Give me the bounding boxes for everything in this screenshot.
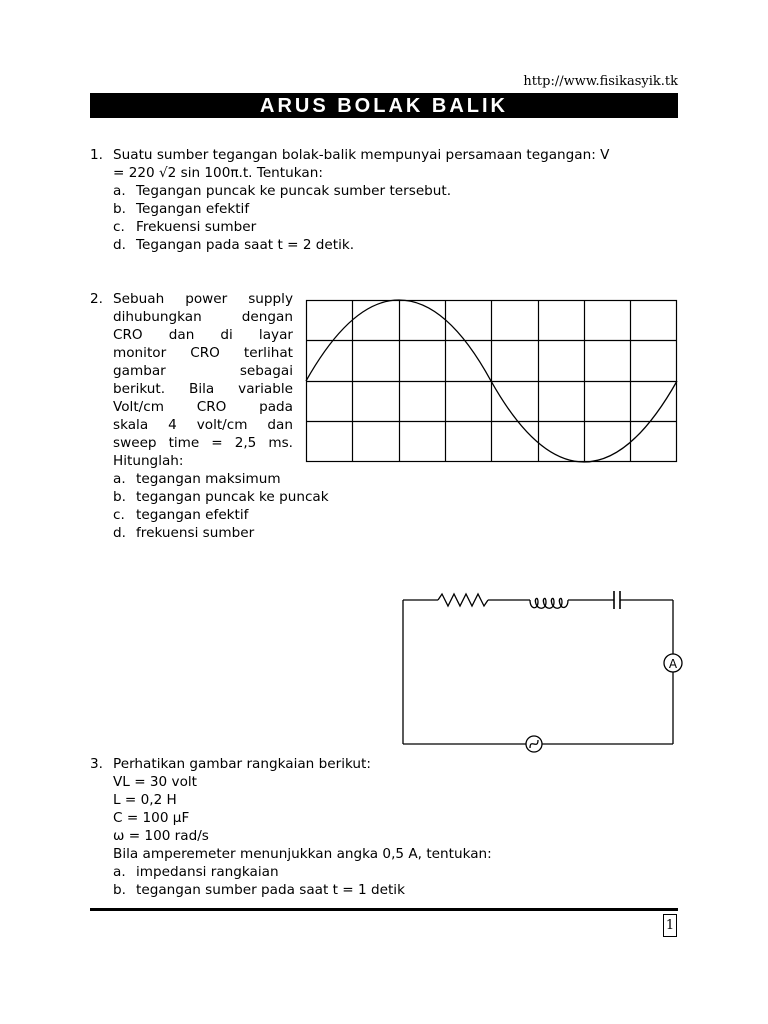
inductor-symbol: [530, 598, 568, 608]
ammeter-label: A: [668, 657, 678, 671]
q2-line: gambar sebagai: [113, 363, 293, 379]
q3-item-text: impedansi rangkaian: [136, 864, 279, 880]
q2-item-label: c.: [113, 507, 125, 523]
q2-number: 2.: [90, 291, 103, 307]
q2-line: monitor CRO terlihat: [113, 345, 293, 361]
q2-item-text: tegangan maksimum: [136, 471, 281, 487]
q2-item-text: frekuensi sumber: [136, 525, 255, 541]
q1-item-text: Tegangan pada saat t = 2 detik.: [136, 237, 355, 253]
q1-line-1: Suatu sumber tegangan bolak-balik mempunyai persamaan tegangan: V: [113, 147, 610, 163]
q1-item-label: c.: [113, 219, 125, 235]
q2-last-line: Hitunglah:: [113, 453, 184, 469]
q1-item-text: Frekuensi sumber: [136, 219, 257, 235]
q2-line: CRO dan di layar: [113, 327, 293, 343]
header-url: http://www.fisikasyik.tk: [523, 74, 678, 89]
q2-item-label: a.: [113, 471, 126, 487]
q1-item-label: a.: [113, 183, 126, 199]
q1-item-label: d.: [113, 237, 126, 253]
resistor-symbol: [438, 594, 488, 606]
q1-item-label: b.: [113, 201, 126, 217]
q2-line: dihubungkan dengan: [113, 309, 293, 325]
q2-line: berikut. Bila variable: [113, 381, 293, 397]
page-title: ARUS BOLAK BALIK: [260, 95, 508, 117]
footer-rule: [90, 908, 678, 911]
q1-item-text: Tegangan efektif: [136, 201, 250, 217]
q1-item-text: Tegangan puncak ke puncak sumber tersebut.: [136, 183, 452, 199]
q2-line: skala 4 volt/cm dan: [113, 417, 293, 433]
q3-given: L = 0,2 H: [113, 792, 177, 808]
q3-given: VL = 30 volt: [113, 774, 197, 790]
q2-item-label: d.: [113, 525, 126, 541]
q3-number: 3.: [90, 756, 103, 772]
q2-line: Volt/cm CRO pada: [113, 399, 293, 415]
page-number: 1: [663, 914, 677, 937]
q3-item-label: b.: [113, 882, 126, 898]
q3-item-text: tegangan sumber pada saat t = 1 detik: [136, 882, 405, 898]
q1-number: 1.: [90, 147, 103, 163]
q1-line-2: = 220 √2 sin 100π.t. Tentukan:: [113, 165, 323, 181]
ac-source-wave: [530, 740, 538, 748]
q2-line: sweep time = 2,5 ms.: [113, 435, 293, 451]
q3-question: Bila amperemeter menunjukkan angka 0,5 A, tentukan:: [113, 846, 492, 862]
q2-line: Sebuah power supply: [113, 291, 293, 307]
q2-item-text: tegangan puncak ke puncak: [136, 489, 329, 505]
q2-item-text: tegangan efektif: [136, 507, 249, 523]
q3-intro: Perhatikan gambar rangkaian berikut:: [113, 756, 371, 772]
q2-item-label: b.: [113, 489, 126, 505]
q3-item-label: a.: [113, 864, 126, 880]
q3-given: ω = 100 rad/s: [113, 828, 209, 844]
q3-given: C = 100 μF: [113, 810, 190, 826]
